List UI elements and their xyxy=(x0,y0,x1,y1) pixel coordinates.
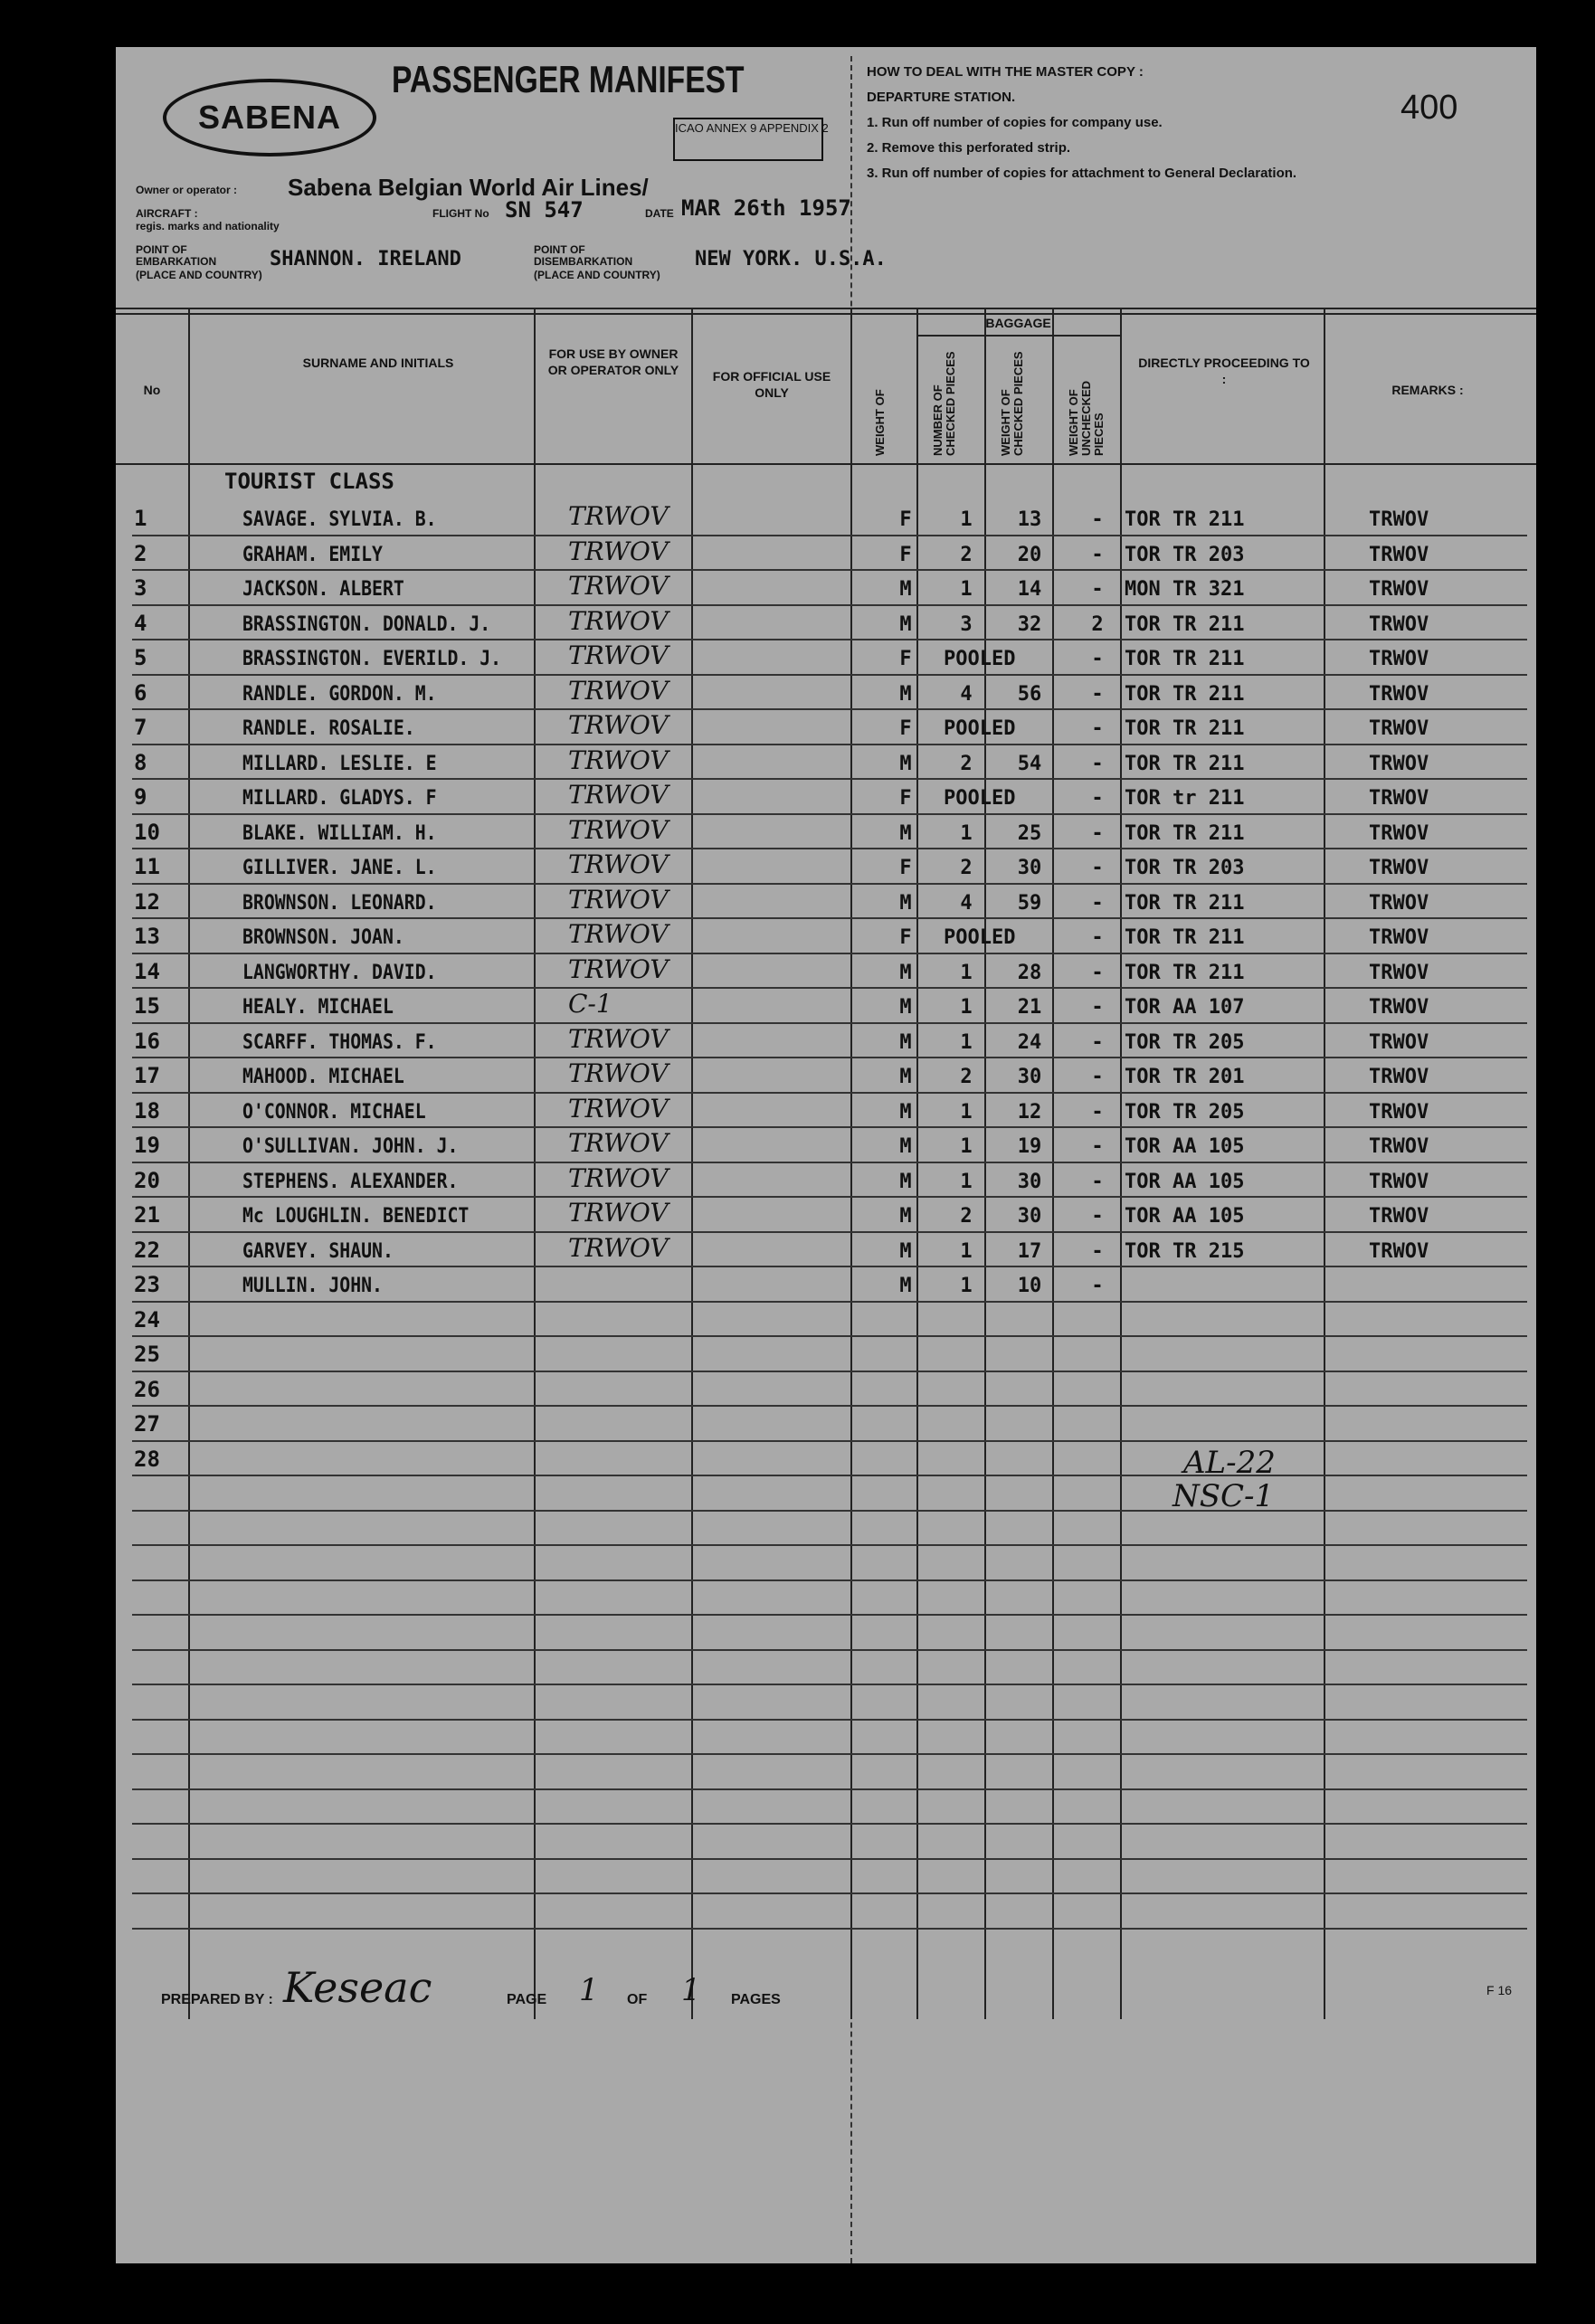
flight-label: FLIGHT No xyxy=(432,207,489,220)
owner-code: C-1 xyxy=(568,989,612,1019)
directly-proceeding: TOR AA 105 xyxy=(1125,1205,1245,1228)
col-header-pieces: NUMBER OF CHECKED PIECES xyxy=(931,351,957,456)
col-header-surname: SURNAME AND INITIALS xyxy=(302,356,454,370)
weight-of: F xyxy=(899,648,912,670)
row-rule xyxy=(132,1544,1527,1546)
page-number: 400 xyxy=(1400,89,1458,127)
checked-pieces: 1 xyxy=(960,996,973,1019)
owner-code: TRWOV xyxy=(568,1058,669,1088)
owner-code: TRWOV xyxy=(568,919,669,949)
remarks: TRWOV xyxy=(1369,1239,1429,1263)
row-rule xyxy=(132,1649,1527,1651)
unchecked-weight: - xyxy=(1091,1205,1104,1228)
checked-pieces: 1 xyxy=(960,508,973,531)
directly-proceeding: TOR tr 211 xyxy=(1125,787,1245,810)
checked-weight: 12 xyxy=(1017,1100,1042,1124)
remarks: TRWOV xyxy=(1369,1135,1429,1158)
owner-code: TRWOV xyxy=(568,1198,669,1228)
row-rule xyxy=(132,1579,1527,1581)
owner-code: TRWOV xyxy=(568,1093,669,1124)
owner-label: Owner or operator : xyxy=(136,184,238,196)
unchecked-weight: - xyxy=(1091,1135,1104,1158)
passenger-name: BROWNSON. LEONARD. xyxy=(242,891,437,915)
row-rule xyxy=(132,1510,1527,1512)
row-rule xyxy=(132,1788,1527,1790)
weight-of: M xyxy=(899,1170,912,1193)
col-header-official: FOR OFFICIAL USE ONLY xyxy=(712,369,831,400)
weight-of: F xyxy=(899,508,912,531)
checked-pieces: 2 xyxy=(960,543,973,566)
table-row xyxy=(134,674,1518,708)
passenger-name: BRASSINGTON. DONALD. J. xyxy=(242,612,491,636)
embark-value: SHANNON. IRELAND xyxy=(270,248,461,270)
remarks: TRWOV xyxy=(1369,857,1429,879)
owner-code: TRWOV xyxy=(568,1023,669,1054)
directly-proceeding: TOR AA 105 xyxy=(1125,1135,1245,1158)
row-number: 14 xyxy=(134,958,160,984)
passenger-name: RANDLE. GORDON. M. xyxy=(242,682,437,706)
icao-box: ICAO ANNEX 9 APPENDIX 2 xyxy=(673,118,823,161)
owner-code: TRWOV xyxy=(568,571,669,601)
row-number: 20 xyxy=(134,1167,160,1193)
owner-code: TRWOV xyxy=(568,745,669,775)
remarks: TRWOV xyxy=(1369,752,1429,775)
row-number: 7 xyxy=(134,715,147,740)
checked-pieces: 1 xyxy=(960,578,973,601)
owner-code: TRWOV xyxy=(568,849,669,879)
page-title: PASSENGER MANIFEST xyxy=(392,58,745,100)
row-number: 21 xyxy=(134,1202,160,1228)
checked-pieces: 1 xyxy=(960,1100,973,1124)
remarks: TRWOV xyxy=(1369,821,1429,845)
aircraft-sub: regis. marks and nationality xyxy=(136,220,280,232)
unchecked-weight: - xyxy=(1091,543,1104,566)
checked-pieces: 2 xyxy=(960,857,973,879)
page-value: 1 xyxy=(579,1972,599,2008)
unchecked-weight: - xyxy=(1091,961,1104,984)
row-number: 27 xyxy=(134,1411,160,1437)
unchecked-weight: - xyxy=(1091,1239,1104,1263)
remarks: TRWOV xyxy=(1369,612,1429,636)
unchecked-weight: - xyxy=(1091,1066,1104,1088)
unchecked-weight: - xyxy=(1091,787,1104,810)
directly-proceeding: TOR TR 211 xyxy=(1125,926,1245,949)
directly-proceeding: TOR TR 211 xyxy=(1125,752,1245,775)
table-row xyxy=(134,883,1518,917)
row-number: 3 xyxy=(134,575,147,601)
checked-weight: 21 xyxy=(1017,996,1042,1019)
weight-of: M xyxy=(899,1135,912,1158)
directly-proceeding: TOR TR 211 xyxy=(1125,961,1245,984)
row-number: 22 xyxy=(134,1237,160,1263)
row-number: 13 xyxy=(134,924,160,949)
unchecked-weight: - xyxy=(1091,1170,1104,1193)
unchecked-weight: - xyxy=(1091,1100,1104,1124)
remarks: TRWOV xyxy=(1369,1066,1429,1088)
class-label: TOURIST CLASS xyxy=(224,469,394,494)
row-rule xyxy=(132,1614,1527,1616)
remarks: TRWOV xyxy=(1369,1170,1429,1193)
table-row xyxy=(134,1022,1518,1057)
checked-weight: 32 xyxy=(1017,612,1042,636)
prepared-signature: Keseac xyxy=(283,1963,432,2012)
table-row xyxy=(134,1092,1518,1126)
weight-of: M xyxy=(899,891,912,915)
passenger-name: SCARFF. THOMAS. F. xyxy=(242,1030,437,1054)
row-number: 5 xyxy=(134,645,147,670)
passenger-name: JACKSON. ALBERT xyxy=(242,578,404,601)
checked-pieces: 1 xyxy=(960,1030,973,1054)
unchecked-weight: 2 xyxy=(1091,612,1104,636)
checked-pieces: POOLED xyxy=(944,926,1016,949)
unchecked-weight: - xyxy=(1091,926,1104,949)
col-header-directly: DIRECTLY PROCEEDING TO : xyxy=(1138,356,1310,386)
checked-weight: 30 xyxy=(1017,1066,1042,1088)
weight-of: M xyxy=(899,1205,912,1228)
weight-of: M xyxy=(899,1066,912,1088)
table-row xyxy=(134,1196,1518,1230)
table-row xyxy=(134,744,1518,778)
row-rule xyxy=(132,1928,1527,1930)
passenger-name: O'SULLIVAN. JOHN. J. xyxy=(242,1135,459,1158)
passenger-name: MILLARD. LESLIE. E xyxy=(242,752,437,775)
remarks: TRWOV xyxy=(1369,891,1429,915)
row-number: 2 xyxy=(134,540,147,566)
owner-code: TRWOV xyxy=(568,1162,669,1193)
checked-pieces: 1 xyxy=(960,1239,973,1263)
table-row xyxy=(134,1405,1518,1439)
passenger-name: MAHOOD. MICHAEL xyxy=(242,1066,404,1088)
table-row xyxy=(134,778,1518,812)
passenger-name: SAVAGE. SYLVIA. B. xyxy=(242,508,437,531)
row-number: 17 xyxy=(134,1063,160,1088)
weight-of: F xyxy=(899,717,912,740)
weight-of: M xyxy=(899,1275,912,1297)
directly-proceeding: TOR TR 205 xyxy=(1125,1030,1245,1054)
passenger-name: BROWNSON. JOAN. xyxy=(242,926,404,949)
directly-proceeding: TOR TR 205 xyxy=(1125,1100,1245,1124)
passenger-name: BRASSINGTON. EVERILD. J. xyxy=(242,648,502,670)
unchecked-weight: - xyxy=(1091,682,1104,706)
checked-pieces: POOLED xyxy=(944,787,1016,810)
unchecked-weight: - xyxy=(1091,891,1104,915)
checked-pieces: POOLED xyxy=(944,648,1016,670)
checked-pieces: 2 xyxy=(960,1205,973,1228)
table-row xyxy=(134,1231,1518,1266)
unchecked-weight: - xyxy=(1091,1030,1104,1054)
directly-proceeding: TOR TR 211 xyxy=(1125,648,1245,670)
row-number: 1 xyxy=(134,506,147,531)
row-number: 10 xyxy=(134,819,160,845)
directly-proceeding: TOR TR 203 xyxy=(1125,543,1245,566)
table-row xyxy=(134,813,1518,848)
col-header-weight-checked: WEIGHT OF CHECKED PIECES xyxy=(999,351,1025,456)
table-row xyxy=(134,569,1518,603)
remarks: TRWOV xyxy=(1369,926,1429,949)
row-number: 9 xyxy=(134,784,147,810)
passenger-name: STEPHENS. ALEXANDER. xyxy=(242,1170,459,1193)
directly-proceeding: TOR TR 211 xyxy=(1125,821,1245,845)
table-row xyxy=(134,1301,1518,1335)
howto-line: 1. Run off number of copies for company use. xyxy=(867,115,1163,130)
table-row xyxy=(134,639,1518,673)
row-number: 18 xyxy=(134,1097,160,1124)
passenger-name: MULLIN. JOHN. xyxy=(242,1275,383,1297)
owner-code: TRWOV xyxy=(568,1128,669,1158)
owner-code: TRWOV xyxy=(568,1232,669,1263)
checked-weight: 10 xyxy=(1017,1275,1042,1297)
weight-of: M xyxy=(899,682,912,706)
directly-proceeding: TOR TR 211 xyxy=(1125,682,1245,706)
col-header-owner: FOR USE BY OWNER OR OPERATOR ONLY xyxy=(547,346,679,377)
weight-of: M xyxy=(899,612,912,636)
table-row xyxy=(134,1162,1518,1196)
directly-proceeding: TOR TR 215 xyxy=(1125,1239,1245,1263)
owner-code: TRWOV xyxy=(568,605,669,636)
of-value: 1 xyxy=(681,1972,701,2008)
passenger-name: LANGWORTHY. DAVID. xyxy=(242,961,437,984)
table-row xyxy=(134,1126,1518,1161)
weight-of: M xyxy=(899,821,912,845)
checked-pieces: 1 xyxy=(960,1275,973,1297)
checked-weight: 20 xyxy=(1017,543,1042,566)
page-label: PAGE xyxy=(507,1992,547,2007)
table-row xyxy=(134,1057,1518,1091)
weight-of: M xyxy=(899,996,912,1019)
weight-of: M xyxy=(899,752,912,775)
checked-weight: 54 xyxy=(1017,752,1042,775)
col-header-remarks: REMARKS : xyxy=(1391,383,1464,397)
directly-proceeding: MON TR 321 xyxy=(1125,578,1245,601)
remarks: TRWOV xyxy=(1369,578,1429,601)
owner-code: TRWOV xyxy=(568,675,669,706)
weight-of: M xyxy=(899,961,912,984)
remarks: TRWOV xyxy=(1369,508,1429,531)
owner-code: TRWOV xyxy=(568,710,669,740)
checked-weight: 17 xyxy=(1017,1239,1042,1263)
unchecked-weight: - xyxy=(1091,1275,1104,1297)
checked-weight: 59 xyxy=(1017,891,1042,915)
table-row xyxy=(134,987,1518,1021)
disembark-label: POINT OF DISEMBARKATION xyxy=(534,243,633,268)
weight-of: M xyxy=(899,1030,912,1054)
remarks: TRWOV xyxy=(1369,543,1429,566)
weight-of: M xyxy=(899,578,912,601)
weight-of: F xyxy=(899,857,912,879)
unchecked-weight: - xyxy=(1091,578,1104,601)
directly-proceeding: TOR AA 105 xyxy=(1125,1170,1245,1193)
passenger-name: RANDLE. ROSALIE. xyxy=(242,717,415,740)
passenger-name: O'CONNOR. MICHAEL xyxy=(242,1100,426,1124)
checked-weight: 56 xyxy=(1017,682,1042,706)
passenger-name: BLAKE. WILLIAM. H. xyxy=(242,821,437,845)
date-value: MAR 26th 1957 xyxy=(681,195,851,221)
passenger-name: GRAHAM. EMILY xyxy=(242,543,383,566)
checked-pieces: 2 xyxy=(960,1066,973,1088)
howto-line: DEPARTURE STATION. xyxy=(867,90,1016,105)
unchecked-weight: - xyxy=(1091,857,1104,879)
table-row xyxy=(134,917,1518,952)
checked-pieces: 1 xyxy=(960,1170,973,1193)
table-row xyxy=(134,499,1518,534)
checked-weight: 30 xyxy=(1017,1205,1042,1228)
row-number: 28 xyxy=(134,1446,160,1472)
checked-weight: 13 xyxy=(1017,508,1042,531)
directly-proceeding: TOR TR 201 xyxy=(1125,1066,1245,1088)
prepared-by-label: PREPARED BY : xyxy=(161,1992,273,2007)
row-rule xyxy=(132,1823,1527,1825)
table-row xyxy=(134,1335,1518,1370)
directly-proceeding: TOR TR 211 xyxy=(1125,717,1245,740)
table-row xyxy=(134,708,1518,743)
annotation-line: NSC-1 xyxy=(1173,1478,1275,1514)
owner-code: TRWOV xyxy=(568,884,669,915)
col-header-baggage: BAGGAGE xyxy=(985,316,1051,330)
checked-pieces: 4 xyxy=(960,891,973,915)
remarks: TRWOV xyxy=(1369,1030,1429,1054)
col-header-weight: WEIGHT OF xyxy=(873,389,887,456)
remarks: TRWOV xyxy=(1369,1205,1429,1228)
remarks: TRWOV xyxy=(1369,717,1429,740)
weight-of: F xyxy=(899,926,912,949)
checked-pieces: 3 xyxy=(960,612,973,636)
table-row xyxy=(134,1371,1518,1405)
row-number: 15 xyxy=(134,993,160,1019)
table-row xyxy=(134,1266,1518,1300)
row-number: 4 xyxy=(134,610,147,636)
flight-value: SN 547 xyxy=(505,197,584,223)
checked-pieces: 1 xyxy=(960,821,973,845)
row-number: 8 xyxy=(134,749,147,775)
row-number: 25 xyxy=(134,1342,160,1367)
howto-line: 3. Run off number of copies for attachment to General Declaration. xyxy=(867,166,1297,181)
aircraft-label: AIRCRAFT : xyxy=(136,207,198,220)
row-number: 23 xyxy=(134,1272,160,1297)
checked-weight: 24 xyxy=(1017,1030,1042,1054)
passenger-name: MILLARD. GLADYS. F xyxy=(242,787,437,810)
remarks: TRWOV xyxy=(1369,996,1429,1019)
passenger-name: Mc LOUGHLIN. BENEDICT xyxy=(242,1205,470,1228)
embark-sub: (PLACE AND COUNTRY) xyxy=(136,269,262,281)
directly-proceeding: TOR AA 107 xyxy=(1125,996,1245,1019)
owner-code: TRWOV xyxy=(568,953,669,984)
directly-proceeding: TOR TR 211 xyxy=(1125,612,1245,636)
pages-label: PAGES xyxy=(731,1992,781,2007)
unchecked-weight: - xyxy=(1091,752,1104,775)
passenger-name: GARVEY. SHAUN. xyxy=(242,1239,394,1263)
unchecked-weight: - xyxy=(1091,996,1104,1019)
table-row xyxy=(134,953,1518,987)
table-row xyxy=(134,1440,1518,1475)
checked-weight: 19 xyxy=(1017,1135,1042,1158)
remarks: TRWOV xyxy=(1369,682,1429,706)
checked-pieces: 2 xyxy=(960,752,973,775)
date-label: DATE xyxy=(645,207,674,220)
sabena-logo: SABENA xyxy=(163,79,376,157)
baggage-rule xyxy=(916,335,1120,337)
unchecked-weight: - xyxy=(1091,821,1104,845)
checked-weight: 28 xyxy=(1017,961,1042,984)
of-label: OF xyxy=(627,1992,648,2007)
owner-code: TRWOV xyxy=(568,814,669,845)
owner-code: TRWOV xyxy=(568,536,669,566)
passenger-name: HEALY. MICHAEL xyxy=(242,996,394,1019)
owner-code: TRWOV xyxy=(568,780,669,810)
row-rule xyxy=(132,1753,1527,1755)
howto-instructions xyxy=(867,60,1296,186)
checked-pieces: POOLED xyxy=(944,717,1016,740)
row-rule xyxy=(132,1892,1527,1894)
row-rule xyxy=(132,1719,1527,1721)
row-number: 26 xyxy=(134,1376,160,1402)
row-number: 6 xyxy=(134,679,147,706)
remarks: TRWOV xyxy=(1369,1100,1429,1124)
remarks: TRWOV xyxy=(1369,787,1429,810)
manifest-sheet xyxy=(116,47,1536,2263)
disembark-sub: (PLACE AND COUNTRY) xyxy=(534,269,660,281)
disembark-value: NEW YORK. U.S.A. xyxy=(695,248,887,270)
checked-pieces: 1 xyxy=(960,961,973,984)
remarks: TRWOV xyxy=(1369,648,1429,670)
directly-proceeding: TOR TR 211 xyxy=(1125,508,1245,531)
unchecked-weight: - xyxy=(1091,508,1104,531)
embark-label: POINT OF EMBARKATION xyxy=(136,243,217,268)
col-header-no: No xyxy=(143,383,161,397)
row-number: 24 xyxy=(134,1306,160,1333)
owner-value: Sabena Belgian World Air Lines/ xyxy=(288,174,649,201)
row-number: 12 xyxy=(134,888,160,915)
row-rule xyxy=(132,1684,1527,1685)
table-row xyxy=(134,604,1518,639)
weight-of: M xyxy=(899,1100,912,1124)
table-row xyxy=(134,535,1518,569)
weight-of: F xyxy=(899,787,912,810)
form-code: F 16 xyxy=(1486,1983,1513,1997)
checked-weight: 30 xyxy=(1017,857,1042,879)
unchecked-weight: - xyxy=(1091,717,1104,740)
weight-of: F xyxy=(899,543,912,566)
howto-line: 2. Remove this perforated strip. xyxy=(867,140,1071,156)
row-number: 19 xyxy=(134,1133,160,1158)
owner-code: TRWOV xyxy=(568,640,669,670)
passenger-name: GILLIVER. JANE. L. xyxy=(242,857,437,879)
col-header-weight-unchecked: WEIGHT OF UNCHECKED PIECES xyxy=(1067,380,1106,456)
row-rule xyxy=(132,1858,1527,1860)
row-number: 11 xyxy=(134,854,160,879)
annotation-line: AL-22 xyxy=(1183,1445,1276,1481)
weight-of: M xyxy=(899,1239,912,1263)
owner-code: TRWOV xyxy=(568,501,669,531)
checked-weight: 30 xyxy=(1017,1170,1042,1193)
checked-pieces: 1 xyxy=(960,1135,973,1158)
directly-proceeding: TOR TR 211 xyxy=(1125,891,1245,915)
howto-line: HOW TO DEAL WITH THE MASTER COPY : xyxy=(867,64,1144,80)
checked-weight: 14 xyxy=(1017,578,1042,601)
unchecked-weight: - xyxy=(1091,648,1104,670)
row-number: 16 xyxy=(134,1028,160,1054)
checked-pieces: 4 xyxy=(960,682,973,706)
row-rule xyxy=(132,1475,1527,1476)
remarks: TRWOV xyxy=(1369,961,1429,984)
checked-weight: 25 xyxy=(1017,821,1042,845)
table-row xyxy=(134,848,1518,882)
directly-proceeding: TOR TR 203 xyxy=(1125,857,1245,879)
